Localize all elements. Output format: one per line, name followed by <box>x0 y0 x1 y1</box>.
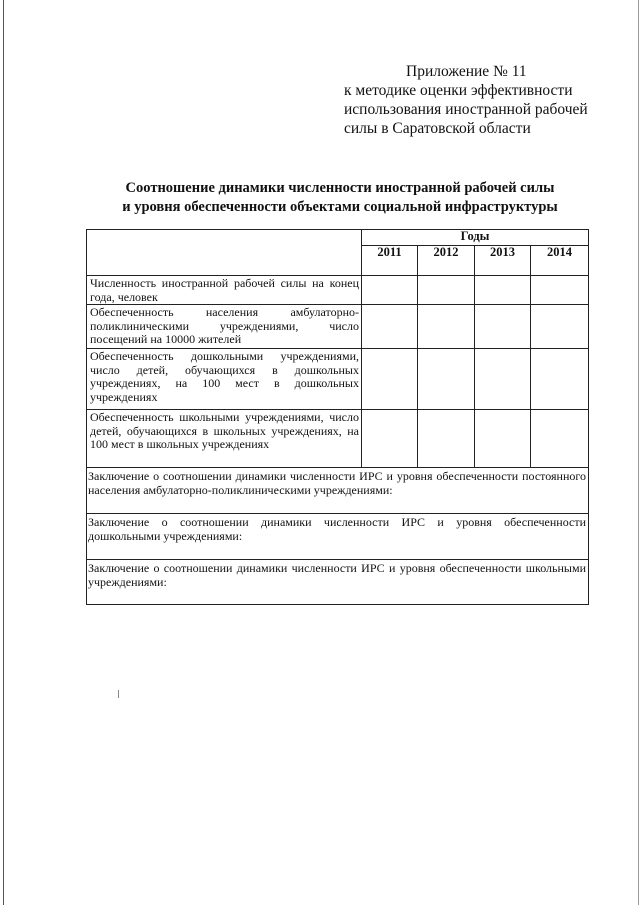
table-row <box>87 276 589 305</box>
value-cell[interactable] <box>531 305 589 349</box>
appendix-line: к методике оценки эффективности <box>344 82 573 99</box>
year-header: 2012 <box>418 246 475 276</box>
row-label: Обеспеченность населения амбулаторно-поликлиническими учреждениями, число посещений на 10000 жителей <box>87 305 362 349</box>
title-line: Соотношение динамики численности иностранной рабочей силы <box>125 180 555 196</box>
value-cell[interactable] <box>475 349 531 410</box>
value-cell[interactable] <box>362 305 418 349</box>
row-label: Численность иностранной рабочей силы на конец года, человек <box>87 276 362 305</box>
year-header: 2014 <box>531 246 589 276</box>
appendix-note <box>344 62 594 138</box>
value-cell[interactable] <box>418 410 475 468</box>
indicators-table <box>86 229 589 605</box>
value-cell[interactable] <box>362 410 418 468</box>
document-title <box>90 179 590 216</box>
appendix-line: использования иностранной рабочей <box>344 101 588 118</box>
year-header: 2011 <box>362 246 418 276</box>
conclusion-cell[interactable]: Заключение о соотношении динамики численности ИРС и уровня обеспеченности дошкольными учреждениями: <box>87 514 589 560</box>
value-cell[interactable] <box>418 276 475 305</box>
table-row <box>87 349 589 410</box>
value-cell[interactable] <box>531 276 589 305</box>
year-header: 2013 <box>475 246 531 276</box>
years-header: Годы <box>362 230 589 246</box>
value-cell[interactable] <box>475 410 531 468</box>
value-cell[interactable] <box>475 276 531 305</box>
value-cell[interactable] <box>475 305 531 349</box>
conclusion-row <box>87 468 589 514</box>
appendix-number: Приложение № 11 <box>406 63 527 80</box>
appendix-line: силы в Саратовской области <box>344 120 531 137</box>
conclusion-cell[interactable]: Заключение о соотношении динамики численности ИРС и уровня обеспеченности школьными учреждениями: <box>87 560 589 605</box>
conclusion-row <box>87 514 589 560</box>
scan-mark <box>118 690 119 698</box>
value-cell[interactable] <box>418 305 475 349</box>
page-edge-left <box>3 0 4 905</box>
header-empty-cell <box>87 230 362 276</box>
row-label: Обеспеченность школьными учреждениями, число детей, обучающихся в школьных учреждениях, на 100 мест в школьных учреждениях <box>87 410 362 468</box>
row-label: Обеспеченность дошкольными учреждениями, число детей, обучающихся в дошкольных учреждениях, на 100 мест в дошкольных учреждениях <box>87 349 362 410</box>
conclusion-row <box>87 560 589 605</box>
value-cell[interactable] <box>362 349 418 410</box>
page-edge-right <box>638 0 639 905</box>
value-cell[interactable] <box>531 410 589 468</box>
value-cell[interactable] <box>362 276 418 305</box>
table-row <box>87 305 589 349</box>
value-cell[interactable] <box>418 349 475 410</box>
table-row <box>87 410 589 468</box>
title-line: и уровня обеспеченности объектами социальной инфраструктуры <box>122 198 558 215</box>
conclusion-cell[interactable]: Заключение о соотношении динамики численности ИРС и уровня обеспеченности постоянного населения амбулаторно-поликлиническими учреждениями: <box>87 468 589 514</box>
value-cell[interactable] <box>531 349 589 410</box>
